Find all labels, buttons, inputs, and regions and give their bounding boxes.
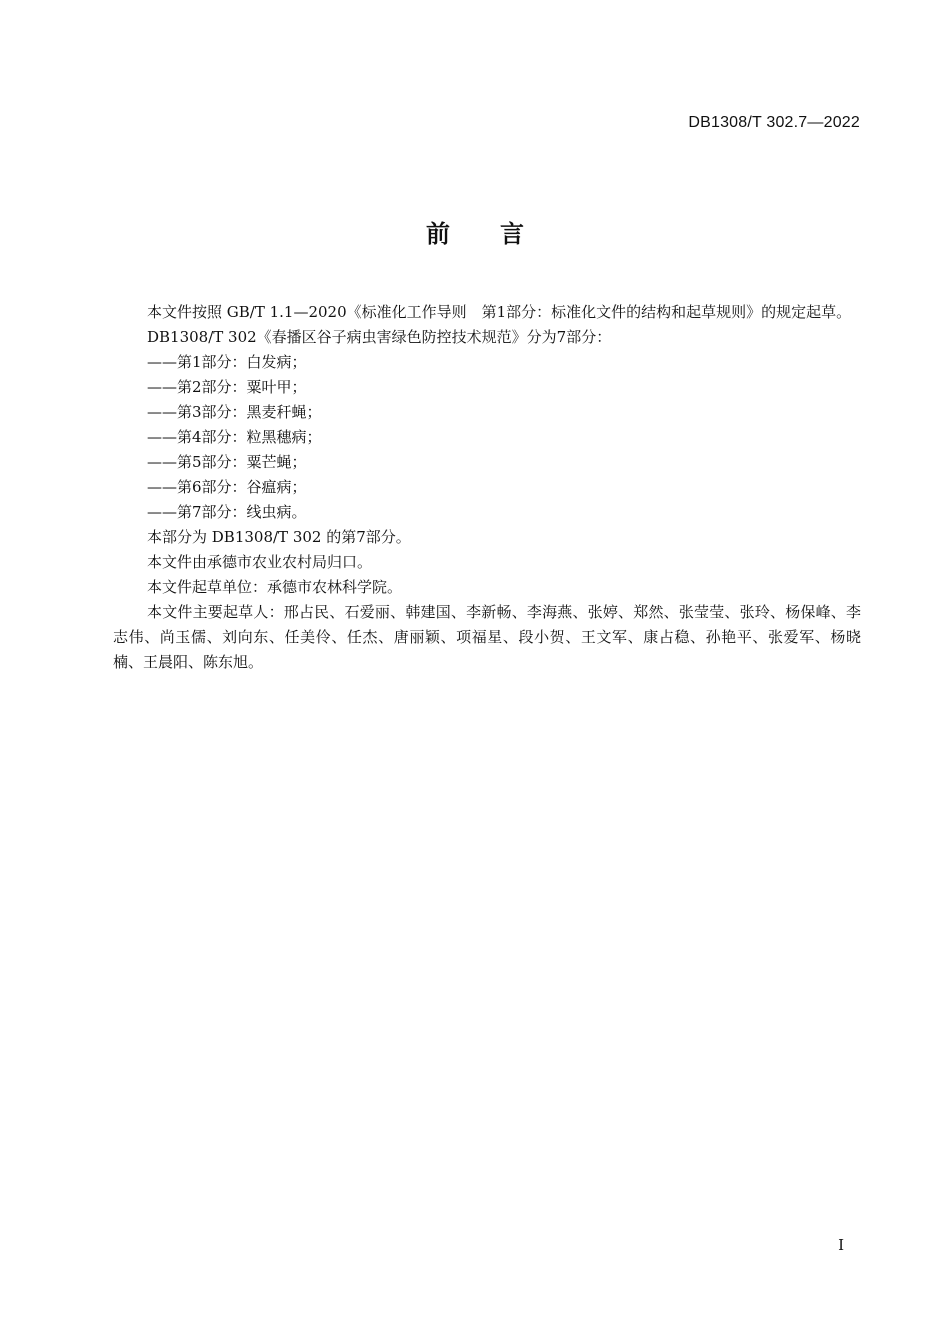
list-item: ——第6部分：谷瘟病； xyxy=(147,478,307,496)
paragraph-drafting-unit: 本文件起草单位：承德市农林科学院。 xyxy=(147,578,403,596)
list-item: ——第3部分：黑麦秆蝇； xyxy=(147,403,322,421)
paragraph-drafters: 本文件主要起草人：邢占民、石爱丽、韩建国、李新畅、李海燕、张婷、郑然、张莹莹、张玲、杨保峰、李志伟、尚玉儒、刘向东、任美伶、任杰、唐丽颖、项福星、段小贺、王文军、康占稳、孙艳平、张爱军、杨晓楠、王晨阳、陈东旭。 xyxy=(113,603,861,671)
document-body xyxy=(113,300,861,675)
parts-list xyxy=(113,350,861,525)
list-item: ——第2部分：粟叶甲； xyxy=(147,378,307,396)
list-item: ——第4部分：粒黑穗病； xyxy=(147,428,322,446)
list-item: ——第5部分：粟芒蝇； xyxy=(147,453,307,471)
document-code: DB1308/T 302.7—2022 xyxy=(688,114,860,131)
page-title: 前言 xyxy=(426,220,574,248)
paragraph-part-statement: 本部分为 DB1308/T 302 的第7部分。 xyxy=(147,528,411,546)
list-item: ——第1部分：白发病； xyxy=(147,353,307,371)
paragraph-drafting-basis: 本文件按照 GB/T 1.1—2020《标准化工作导则 第1部分：标准化文件的结构和起草规则》的规定起草。 xyxy=(147,303,852,321)
paragraph-responsible-authority: 本文件由承德市农业农村局归口。 xyxy=(147,553,373,571)
list-item: ——第7部分：线虫病。 xyxy=(147,503,307,521)
paragraph-series-intro: DB1308/T 302《春播区谷子病虫害绿色防控技术规范》分为7部分： xyxy=(147,328,612,346)
page-number: I xyxy=(838,1236,844,1254)
